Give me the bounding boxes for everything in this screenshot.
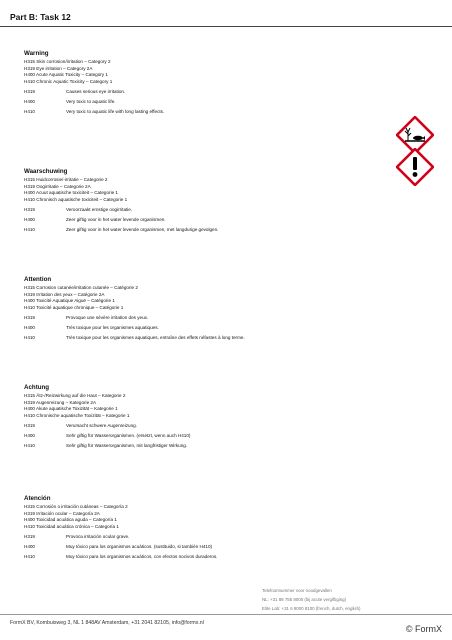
hazard-statement — [24, 315, 424, 321]
page-title: Part B: Task 12 — [10, 12, 71, 22]
hazard-category: H410 Chronisch aquatische toxiciteit – Categorie 1 — [24, 196, 128, 202]
hazard-section — [24, 384, 424, 449]
hazard-category: H315 Skin corrosion/irritation – Category 2 — [24, 59, 111, 64]
statement-code: H319 — [24, 89, 35, 94]
hazard-statement — [24, 325, 424, 331]
statement-code: H410 — [24, 335, 35, 340]
hazard-category: H319 Irritación ocular – Categoría 2A — [24, 510, 100, 516]
hazard-section — [24, 50, 424, 115]
hazard-category: H319 Irritation des yeux – Catégorie 2A — [24, 291, 105, 297]
hazard-category: H315 Huidcorrosie/-irritatie – Categorie 2 — [24, 177, 108, 182]
section-heading: Atención — [24, 495, 51, 502]
hazard-statement — [24, 207, 424, 213]
page-header — [0, 0, 452, 27]
hazard-statement — [24, 89, 424, 95]
hazard-category: H400 Acuut aquatische toxiciteit – Categorie 1 — [24, 190, 118, 195]
statement-code: H319 — [24, 207, 35, 212]
section-heading: Attention — [24, 276, 52, 283]
hazard-category: H410 Chronische aquatische Toxizität – Kategorie 1 — [24, 412, 130, 418]
statement-text: Très toxique pour les organismes aquatiques, entraîne des effets néfastes à long terme. — [66, 335, 245, 340]
statement-code: H410 — [24, 443, 35, 448]
statement-code: H400 — [24, 544, 35, 549]
statement-code: H400 — [24, 217, 35, 222]
hazard-statement — [24, 335, 424, 341]
statement-text: Causes serious eye irritation. — [66, 89, 126, 94]
statement-text: Zeer giftig voor in het water levende organismen. — [66, 217, 166, 222]
hazard-category: H410 Toxicité aquatique chronique – Catégorie 1 — [24, 304, 124, 310]
hazard-statement — [24, 99, 424, 105]
hazard-category: H315 Corrosión o irritación cutáneas – Categoría 2 — [24, 504, 128, 509]
statement-code: H319 — [24, 423, 35, 428]
footer-divider — [0, 614, 452, 615]
hazard-statement — [24, 227, 424, 233]
statement-text: Very toxic to aquatic life. — [66, 99, 116, 104]
statement-text: Provoque une sévère irritation des yeux. — [66, 315, 149, 320]
statement-text: Very toxic to aquatic life with long lasting effects. — [66, 109, 165, 114]
hazard-category: H410 Toxicidad acuática crónica – Categoría 1 — [24, 523, 119, 529]
statement-text: Provoca irritación ocular grave. — [66, 534, 130, 539]
hazard-statement — [24, 423, 424, 429]
hazard-statement — [24, 109, 424, 115]
exclamation-mark-icon — [396, 148, 434, 186]
statement-text: Verursacht schwere Augenreizung. — [66, 423, 137, 428]
hazard-section — [24, 276, 424, 341]
section-heading: Achtung — [24, 384, 50, 391]
statement-text: Muy tóxico para los organismos acuáticos, con efectos nocivos duraderos. — [66, 554, 218, 559]
statement-text: Zeer giftig voor in het water levende organismen, met langdurige gevolgen. — [66, 227, 219, 232]
statement-code: H410 — [24, 554, 35, 559]
hazard-category: H400 Toxicidad acuática aguda – Categoría 1 — [24, 517, 117, 522]
contact-line-1: NL: +31 88 755 8000 (bij acute vergiftiging) — [262, 597, 347, 602]
hazard-statement — [24, 534, 424, 540]
statement-code: H400 — [24, 99, 35, 104]
hazard-category: H400 Akute aquatische Toxizität – Kategorie 1 — [24, 406, 118, 411]
hazard-category: H410 Chronic Aquatic Toxicity – Category 1 — [24, 78, 113, 84]
hazard-section — [24, 168, 424, 233]
hazard-category: H315 Ätz-/Reizwirkung auf die Haut – Kategorie 2 — [24, 393, 126, 398]
statement-text: Muy tóxico para los organismos acuáticos. (sustituido, si también H410) — [66, 544, 213, 549]
hazard-category: H400 Toxicité Aquatique Aiguë – Catégorie 1 — [24, 298, 115, 303]
contact-label: Telefoonnummer voor noodgevallen — [262, 588, 332, 593]
hazard-category: H319 Oogirritatie – Categorie 2A — [24, 183, 91, 189]
emergency-contact — [262, 586, 361, 613]
hazard-statement — [24, 217, 424, 223]
statement-text: Sehr giftig für Wasserorganismen. (ersetzt, wenn auch H410) — [66, 433, 191, 438]
section-heading: Waarschuwing — [24, 168, 68, 175]
statement-code: H319 — [24, 315, 35, 320]
footer-brand: © FormX — [405, 624, 442, 634]
statement-code: H319 — [24, 534, 35, 539]
ghs-pictograms — [396, 116, 436, 182]
hazard-category: H319 Augenreizung – Kategorie 2A — [24, 399, 97, 405]
contact-line-2: Elite Lab: +31 6 8000 8100 (french, dutch, english) — [262, 606, 361, 611]
statement-code: H400 — [24, 325, 35, 330]
hazard-statement — [24, 443, 424, 449]
statement-code: H410 — [24, 227, 35, 232]
hazard-section — [24, 495, 424, 560]
hazard-category: H400 Acute Aquatic Toxicity – Category 1 — [24, 72, 108, 77]
hazard-statement — [24, 433, 424, 439]
hazard-category: H315 Corrosion cutanée/irritation cutanée – Catégorie 2 — [24, 285, 138, 290]
hazard-statement — [24, 554, 424, 560]
footer-address: FormX BV, Kombuisweg 3, NL 1 848AV Amsterdam, +31 2041 82105, info@formx.nl — [10, 620, 204, 626]
statement-code: H410 — [24, 109, 35, 114]
statement-code: H400 — [24, 433, 35, 438]
section-heading: Warning — [24, 50, 49, 57]
hazard-category: H319 Eye irritation – Category 2A — [24, 65, 93, 71]
hazard-statement — [24, 544, 424, 550]
statement-text: Veroorzaakt ernstige oogirritatie. — [66, 207, 133, 212]
statement-text: Sehr giftig für Wasserorganismen, mit langfristiger Wirkung. — [66, 443, 188, 448]
statement-text: Très toxique pour les organismes aquatiques. — [66, 325, 159, 330]
